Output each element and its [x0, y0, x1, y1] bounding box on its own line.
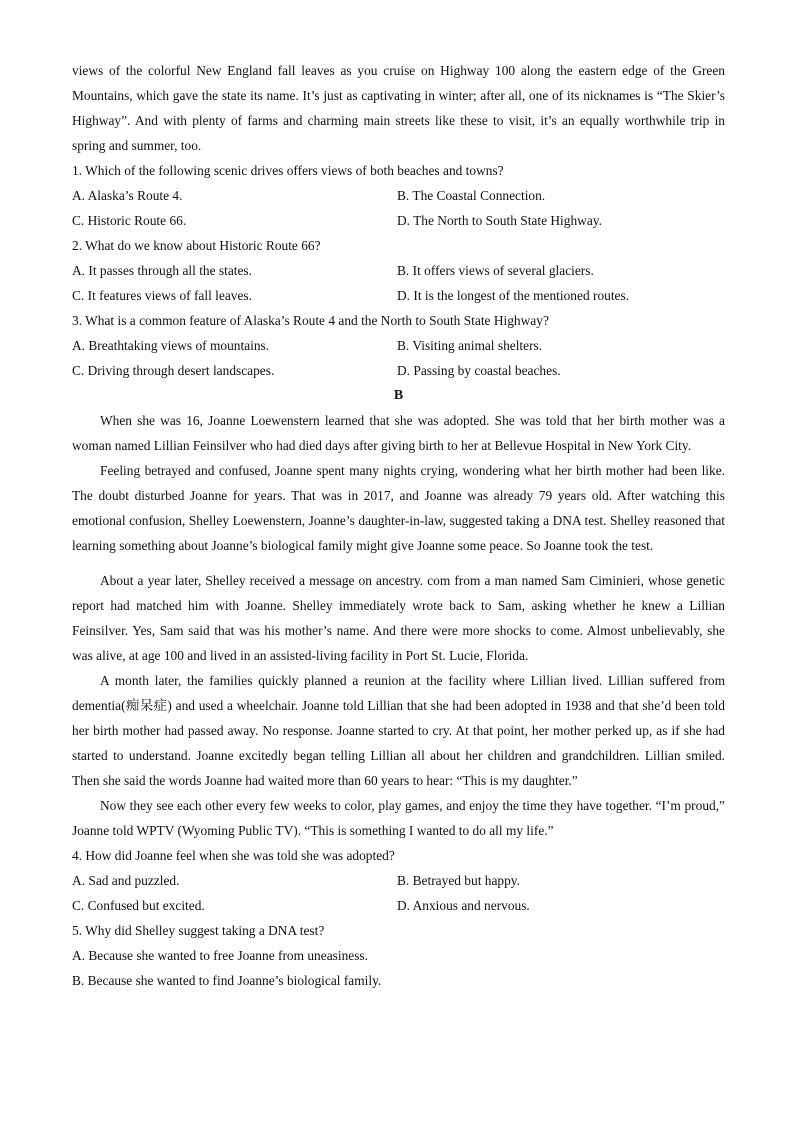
question-stem: 1. Which of the following scenic drives offers views of both beaches and towns?: [72, 163, 504, 178]
passage-b-paragraph-5: Now they see each other every few weeks to color, play games, and enjoy the time they have together. “I’m proud,” Joanne told WPTV (Wyoming Public TV). “This is something I wanted to do all my life.”: [72, 798, 725, 838]
option-row: [72, 183, 725, 208]
document-page: [72, 58, 725, 993]
option-b: B. It offers views of several glaciers.: [397, 263, 594, 278]
question-3: [72, 308, 725, 383]
option-c: C. Confused but excited.: [72, 898, 205, 913]
option-d: D. Anxious and nervous.: [397, 898, 530, 913]
option-row: [72, 283, 725, 308]
section-b-heading: B: [393, 388, 404, 403]
option-row: [72, 893, 725, 918]
option-c: C. It features views of fall leaves.: [72, 288, 252, 303]
question-stem: 3. What is a common feature of Alaska’s Route 4 and the North to South State Highway?: [72, 313, 549, 328]
option-a: A. It passes through all the states.: [72, 263, 252, 278]
option-row: [72, 208, 725, 233]
option-a: A. Sad and puzzled.: [72, 873, 180, 888]
option-c: C. Driving through desert landscapes.: [72, 363, 275, 378]
option-d: D. Passing by coastal beaches.: [397, 363, 561, 378]
question-4: [72, 843, 725, 918]
option-row: [72, 333, 725, 358]
option-b: B. Because she wanted to find Joanne’s biological family.: [72, 973, 382, 988]
option-a: A. Breathtaking views of mountains.: [72, 338, 270, 353]
option-a: A. Because she wanted to free Joanne from uneasiness.: [72, 948, 368, 963]
passage-b-paragraph-2: Feeling betrayed and confused, Joanne spent many nights crying, wondering what her birth mother had been like. The doubt disturbed Joanne for years. That was in 2017, and Joanne was already 79 years old. After watching this emotional confusion, Shelley Loewenstern, Joanne’s daughter-in-law, suggested taking a DNA test. Shelley reasoned that learning something about Joanne’s biological family might give Joanne some peace. So Joanne took the test.: [72, 463, 725, 553]
question-stem: 4. How did Joanne feel when she was told she was adopted?: [72, 848, 395, 863]
passage-b-paragraph-3: About a year later, Shelley received a message on ancestry. com from a man named Sam Ciminieri, whose genetic report had matched him with Joanne. Shelley immediately wrote back to Sam, asking whether he knew a Lillian Feinsilver. Yes, Sam said that was his mother’s name. And there were more shocks to come. Almost unbelievably, she was alive, at age 100 and lived in an assisted-living facility in Port St. Lucie, Florida.: [72, 573, 725, 663]
option-row: [72, 258, 725, 283]
option-row: [72, 358, 725, 383]
passage-a-tail: views of the colorful New England fall leaves as you cruise on Highway 100 along the eastern edge of the Green Mountains, which gave the state its name. It’s just as captivating in winter; after all, one of its nicknames is “The Skier’s Highway”. And with plenty of farms and charming main streets like these to visit, it’s an equally worthwhile trip in spring and summer, too.: [72, 63, 725, 153]
option-b: B. The Coastal Connection.: [397, 188, 546, 203]
question-2: [72, 233, 725, 308]
question-stem: 5. Why did Shelley suggest taking a DNA test?: [72, 923, 325, 938]
question-5: [72, 918, 725, 993]
option-a: A. Alaska’s Route 4.: [72, 188, 183, 203]
question-stem: 2. What do we know about Historic Route 66?: [72, 238, 321, 253]
passage-b-paragraph-4: A month later, the families quickly planned a reunion at the facility where Lillian lived. Lillian suffered from dementia(痴呆症) and used a wheelchair. Joanne told Lillian that she had been adopted in 1938 and that she’d been told her birth mother had passed away. No response. Joanne started to cry. At that point, her mother perked up, as if she had started to understand. Joanne excitedly began telling Lillian all about her children and grandchildren. Lillian smiled. Then she said the words Joanne had waited more than 60 years to hear: “This is my daughter.”: [72, 673, 725, 788]
option-b: B. Visiting animal shelters.: [397, 338, 543, 353]
option-c: C. Historic Route 66.: [72, 213, 187, 228]
passage-b-paragraph-1: When she was 16, Joanne Loewenstern learned that she was adopted. She was told that her birth mother was a woman named Lillian Feinsilver who had died days after giving birth to her at Bellevue Hospital in New York City.: [72, 413, 725, 453]
option-row: [72, 868, 725, 893]
option-d: D. It is the longest of the mentioned routes.: [397, 288, 630, 303]
question-1: [72, 158, 725, 233]
option-d: D. The North to South State Highway.: [397, 213, 602, 228]
option-b: B. Betrayed but happy.: [397, 873, 520, 888]
